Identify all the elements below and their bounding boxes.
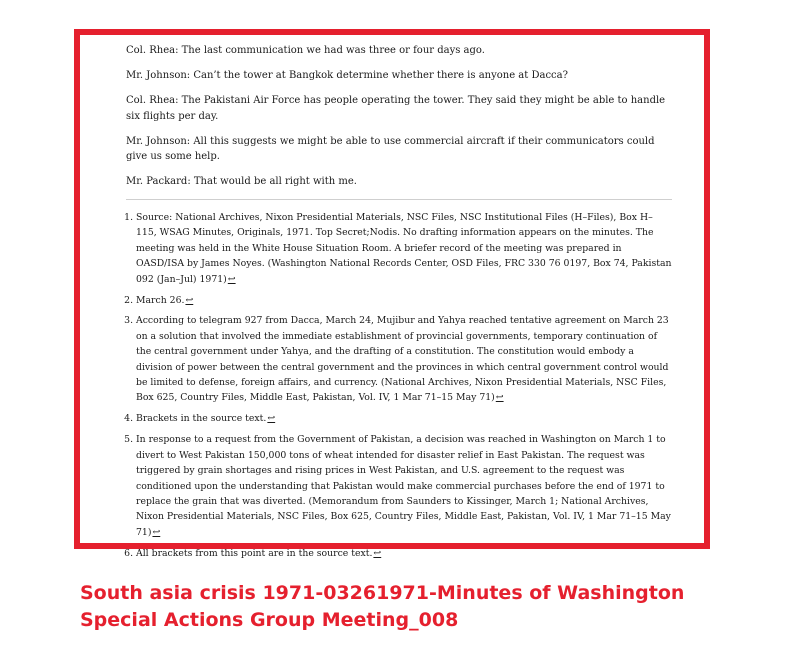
footnote-list bbox=[126, 210, 672, 561]
footnote-6 bbox=[136, 546, 672, 561]
document-content bbox=[126, 43, 672, 567]
footnote-backlink[interactable]: ↩ bbox=[152, 526, 161, 538]
dialogue-line-3: Col. Rhea: The Pakistani Air Force has people operating the tower. They said they might be able to handle six flights per day. bbox=[126, 95, 666, 122]
footnote-text: All brackets from this point are in the source text. bbox=[136, 547, 373, 559]
dialogue-line-2: Mr. Johnson: Can’t the tower at Bangkok determine whether there is anyone at Dacca? bbox=[126, 70, 568, 81]
footnote-backlink[interactable]: ↩ bbox=[495, 392, 504, 404]
footnote-backlink[interactable]: ↩ bbox=[267, 413, 276, 425]
footnote-4 bbox=[136, 411, 672, 426]
footnote-1 bbox=[136, 210, 672, 287]
footnote-3 bbox=[136, 313, 672, 405]
footnote-backlink[interactable]: ↩ bbox=[373, 547, 382, 559]
footnote-text: Brackets in the source text. bbox=[136, 413, 267, 425]
highlight-frame bbox=[74, 29, 710, 559]
dialogue-line-5: Mr. Packard: That would be all right with me. bbox=[126, 176, 357, 187]
footnote-divider bbox=[126, 199, 672, 200]
footnote-text: March 26. bbox=[136, 294, 185, 306]
footnote-backlink[interactable]: ↩ bbox=[227, 273, 236, 285]
dialogue-line-1: Col. Rhea: The last communication we had was three or four days ago. bbox=[126, 45, 485, 56]
footnote-text: According to telegram 927 from Dacca, March 24, Mujibur and Yahya reached tentative agreement on March 23 on a solution that involved the immediate establishment of provincial governments, temporary continuation of the central government under Yahya, and the drafting of a constitution. The constitution would embody a division of power between the central government and the provinces in which central government control would be limited to defense, foreign affairs, and currency. (National Archives, Nixon Presidential Materials, NSC Files, Box 625, Country Files, Middle East, Pakistan, Vol. IV, 1 Mar 71–15 May 71) bbox=[136, 315, 669, 404]
footnote-backlink[interactable]: ↩ bbox=[185, 294, 194, 306]
dialogue-line-4: Mr. Johnson: All this suggests we might be able to use commercial aircraft if their communicators could give us some help. bbox=[126, 135, 655, 162]
footnote-5 bbox=[136, 432, 672, 540]
footnote-text: Source: National Archives, Nixon Presidential Materials, NSC Files, NSC Institutional Files (H–Files), Box H–115, WSAG Minutes, Originals, 1971. Top Secret;Nodis. No drafting information appears on the minutes. The meeting was held in the White House Situation Room. A briefer record of the meeting was prepared in OASD/ISA by James Noyes. (Washington National Records Center, OSD Files, FRC 330 76 0197, Box 74, Pakistan 092 (Jan–Jul) 1971) bbox=[136, 212, 672, 285]
footnote-text: In response to a request from the Government of Pakistan, a decision was reached in Washington on March 1 to divert to West Pakistan 150,000 tons of wheat intended for disaster relief in East Pakistan. The request was triggered by grain shortages and rising prices in West Pakistan, and U.S. agreement to the request was conditioned upon the understanding that Pakistan would make commercial purchases before the end of 1971 to replace the grain that was diverted. (Memorandum from Saunders to Kissinger, March 1; National Archives, Nixon Presidential Materials, NSC Files, Box 625, Country Files, Middle East, Pakistan, Vol. IV, 1 Mar 71–15 May 71) bbox=[136, 434, 671, 538]
image-caption: South asia crisis 1971-03261971-Minutes of Washington Special Actions Group Meeting_008 bbox=[80, 582, 685, 631]
footnote-2 bbox=[136, 293, 672, 308]
